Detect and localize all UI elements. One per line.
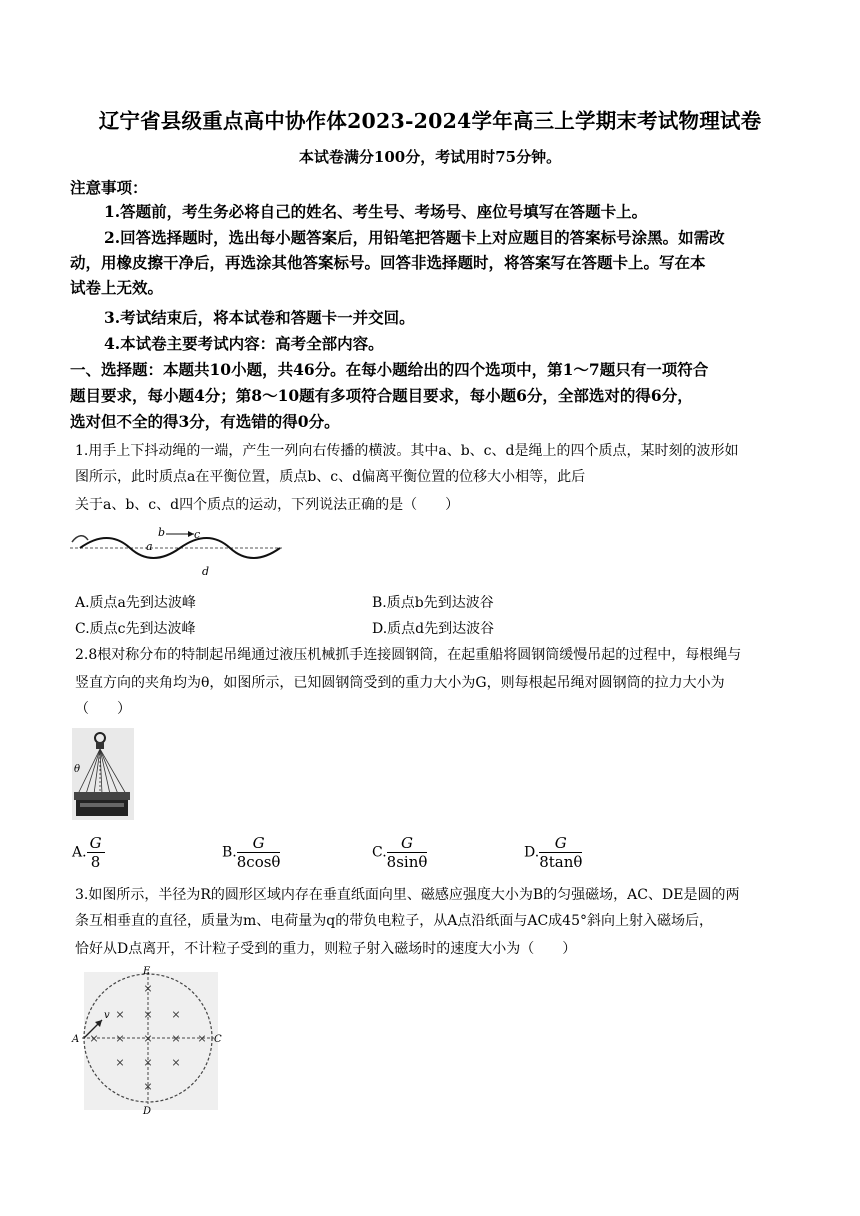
magnetic-field-figure: [70, 964, 226, 1116]
question-2-text: （ ）: [75, 701, 131, 717]
denominator: 8sinθ: [386, 853, 428, 871]
wave-label-d: d: [202, 565, 210, 578]
notice-heading: 注意事项：: [70, 178, 148, 197]
q2-option-d-fraction: [539, 834, 582, 871]
q1-option-a: A.质点a先到达波峰: [75, 595, 196, 611]
point-e-label: E: [143, 966, 151, 977]
q2-option-d: [524, 834, 582, 871]
point-c-label: C: [214, 1034, 222, 1045]
notice-item: 动，用橡皮擦干净后，再选涂其他答案标号。回答非选择题时，将答案写在答题卡上。写在本: [70, 253, 706, 272]
svg-text:×: ×: [143, 1008, 153, 1021]
denominator: 8tanθ: [539, 853, 583, 871]
svg-text:×: ×: [197, 1032, 207, 1045]
q2-option-c: [372, 834, 427, 871]
q2-option-a-fraction: [87, 834, 105, 871]
q2-option-c-letter: C.: [372, 844, 387, 861]
svg-text:×: ×: [89, 1032, 99, 1045]
svg-text:×: ×: [143, 1080, 153, 1093]
denominator: 8cosθ: [236, 853, 281, 871]
q1-option-b: B.质点b先到达波谷: [372, 595, 494, 611]
svg-text:×: ×: [171, 1032, 181, 1045]
svg-text:×: ×: [143, 1056, 153, 1069]
question-2-text: 2.8根对称分布的特制起吊绳通过液压机械抓手连接圆钢筒，在起重船将圆钢筒缓慢吊起的过程中，每根绳与: [75, 647, 742, 663]
svg-text:×: ×: [171, 1056, 181, 1069]
svg-text:×: ×: [143, 1032, 153, 1045]
numerator: G: [539, 834, 582, 853]
exam-subtitle: 本试卷满分100分，考试用时75分钟。: [298, 148, 562, 166]
notice-item: 2.回答选择题时，选出每小题答案后，用铅笔把答题卡上对应题目的答案标号涂黑。如需改: [104, 228, 725, 247]
question-3-text: 3.如图所示，半径为R的圆形区域内存在垂直纸面向里、磁感应强度大小为B的匀强磁场，AC、DE是圆的两: [75, 887, 740, 903]
svg-text:×: ×: [171, 1008, 181, 1021]
numerator: G: [237, 834, 281, 853]
section-heading: 选对但不全的得3分，有选错的得0分。: [70, 412, 340, 431]
denominator: 8: [90, 853, 101, 871]
question-1-text: 1.用手上下抖动绳的一端，产生一列向右传播的横波。其中a、b、c、d是绳上的四个质点，某时刻的波形如: [75, 443, 739, 459]
notice-item: 4.本试卷主要考试内容：高考全部内容。: [104, 334, 384, 353]
q2-option-a-letter: A.: [72, 844, 87, 861]
numerator: G: [87, 834, 105, 853]
point-a-label: A: [72, 1034, 80, 1045]
svg-text:×: ×: [115, 1008, 125, 1021]
wave-figure: [70, 524, 290, 580]
numerator: G: [387, 834, 428, 853]
question-1-text: 关于a、b、c、d四个质点的运动，下列说法正确的是（ ）: [75, 497, 460, 513]
exam-title: 辽宁省县级重点高中协作体2023-2024学年高三上学期末考试物理试卷: [98, 109, 762, 133]
crane-figure: [72, 728, 134, 820]
q1-option-c: C.质点c先到达波峰: [75, 621, 196, 637]
q2-option-b-letter: B.: [222, 844, 237, 861]
notice-item: 试卷上无效。: [70, 278, 164, 297]
question-2-text: 竖直方向的夹角均为θ，如图所示，已知圆钢筒受到的重力大小为G，则每根起吊绳对圆钢筒的拉力大小为: [75, 675, 725, 691]
q2-option-b-fraction: [237, 834, 281, 871]
svg-text:×: ×: [115, 1032, 125, 1045]
question-1-text: 图所示，此时质点a在平衡位置，质点b、c、d偏离平衡位置的位移大小相等，此后: [75, 469, 586, 485]
question-3-text: 恰好从D点离开，不计粒子受到的重力，则粒子射入磁场时的速度大小为（ ）: [75, 941, 577, 957]
angle-label: θ: [74, 764, 81, 775]
point-d-label: D: [143, 1106, 152, 1116]
question-3-text: 条互相垂直的直径，质量为m、电荷量为q的带负电粒子，从A点沿纸面与AC成45°斜向上射入磁场后，: [75, 913, 713, 929]
q2-option-b: [222, 834, 280, 871]
q1-option-d: D.质点d先到达波谷: [372, 621, 495, 637]
velocity-label: v: [104, 1010, 110, 1021]
q2-option-a: [72, 834, 105, 871]
q2-option-d-letter: D.: [524, 844, 540, 861]
wave-label-c: c: [194, 528, 201, 541]
wave-label-b: b: [158, 526, 166, 539]
svg-text:×: ×: [143, 982, 153, 995]
notice-item: 1.答题前，考生务必将自己的姓名、考生号、考场号、座位号填写在答题卡上。: [104, 202, 648, 221]
notice-item: 3.考试结束后，将本试卷和答题卡一并交回。: [104, 308, 415, 327]
q2-option-c-fraction: [387, 834, 428, 871]
section-heading: 题目要求，每小题4分；第8～10题有多项符合题目要求，每小题6分，全部选对的得6分，: [70, 386, 693, 405]
section-heading: 一、选择题：本题共10小题，共46分。在每小题给出的四个选项中，第1～7题只有一项符合: [70, 360, 709, 379]
wave-label-a: a: [146, 540, 153, 553]
svg-text:×: ×: [115, 1056, 125, 1069]
